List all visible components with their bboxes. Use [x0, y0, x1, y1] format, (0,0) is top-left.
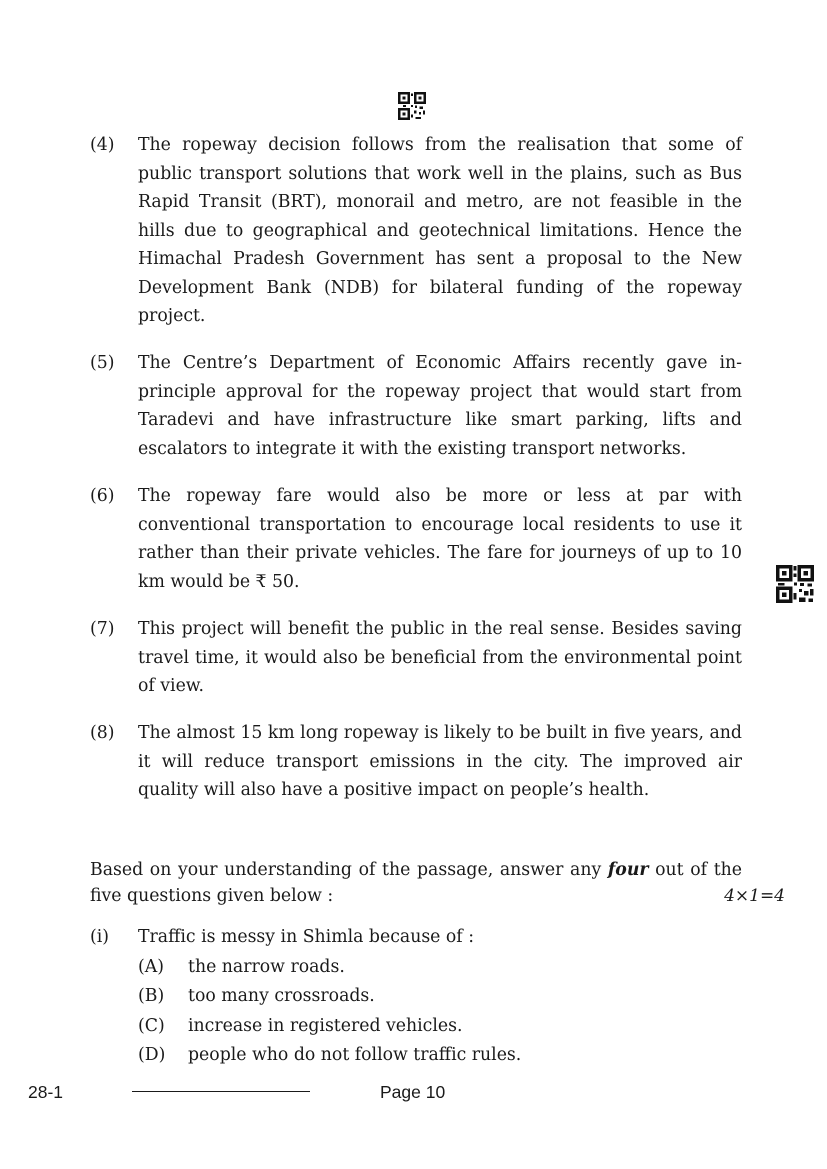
passage-paragraph-7 [90, 615, 742, 701]
option-label: (D) [138, 1044, 166, 1065]
page-footer [0, 1078, 827, 1108]
instruction-emphasis: four [607, 860, 649, 880]
option-b [138, 982, 742, 1011]
qr-code-icon-side [776, 565, 814, 603]
option-text: too many crossroads. [188, 986, 375, 1007]
question-stem: Traffic is messy in Shimla because of : [138, 927, 475, 947]
question-number: (i) [90, 927, 110, 947]
marks-allocation: 4×1=4 [724, 886, 785, 906]
passage-paragraph-4 [90, 131, 742, 331]
instruction-text-end: out of the five questions given below : [90, 860, 742, 906]
option-text: people who do not follow traffic rules. [188, 1044, 522, 1065]
option-label: (C) [138, 1015, 165, 1036]
passage-paragraph-5 [90, 349, 742, 463]
option-text: increase in registered vehicles. [188, 1015, 463, 1036]
option-text: the narrow roads. [188, 957, 345, 977]
paragraph-text: This project will benefit the public in the real sense. Besides saving travel time, it would also be beneficial from the environmental point of view. [138, 619, 742, 696]
passage-paragraph-6 [90, 482, 742, 596]
paragraph-number: (4) [90, 135, 115, 155]
paragraph-number: (6) [90, 486, 115, 506]
paper-code: 28-1 [28, 1082, 64, 1102]
option-label: (A) [138, 957, 164, 977]
paragraph-text: The Centre’s Department of Economic Affairs recently gave in-principle approval for the ropeway project that would start from Taradevi and have infrastructure like smart parking, lifts and escalators to integrate it with the existing transport networks. [138, 353, 742, 459]
option-c [138, 1012, 742, 1041]
paragraph-text: The ropeway decision follows from the realisation that some of public transport solutions that work well in the plains, such as Bus Rapid Transit (BRT), monorail and metro, are not feasible in the hills due to geographical and geotechnical limitations. Hence the Himachal Pradesh Government has sent a proposal to the New Development Bank (NDB) for bilateral funding of the ropeway project. [138, 135, 742, 326]
option-a [138, 953, 742, 982]
instruction-text: Based on your understanding of the passage, answer any [90, 860, 608, 880]
paragraph-text: The almost 15 km long ropeway is likely to be built in five years, and it will reduce transport emissions in the city. The improved air quality will also have a positive impact on people’s health. [138, 723, 742, 800]
option-d [138, 1041, 742, 1070]
paragraph-text: The ropeway fare would also be more or less at par with conventional transportation to encourage local residents to use it rather than their private vehicles. The fare for journeys of up to 10 km would be ₹ 50. [138, 486, 742, 592]
paragraph-number: (8) [90, 723, 115, 743]
passage-paragraph-8 [90, 719, 742, 805]
answer-options [138, 953, 742, 1070]
question-instruction [90, 857, 742, 909]
paragraph-number: (7) [90, 619, 115, 639]
option-label: (B) [138, 986, 165, 1007]
qr-code-icon-top [398, 92, 426, 120]
paragraph-number: (5) [90, 353, 115, 373]
footer-divider [132, 1091, 310, 1092]
page-number: Page 10 [380, 1082, 446, 1102]
question-i [90, 924, 742, 1070]
